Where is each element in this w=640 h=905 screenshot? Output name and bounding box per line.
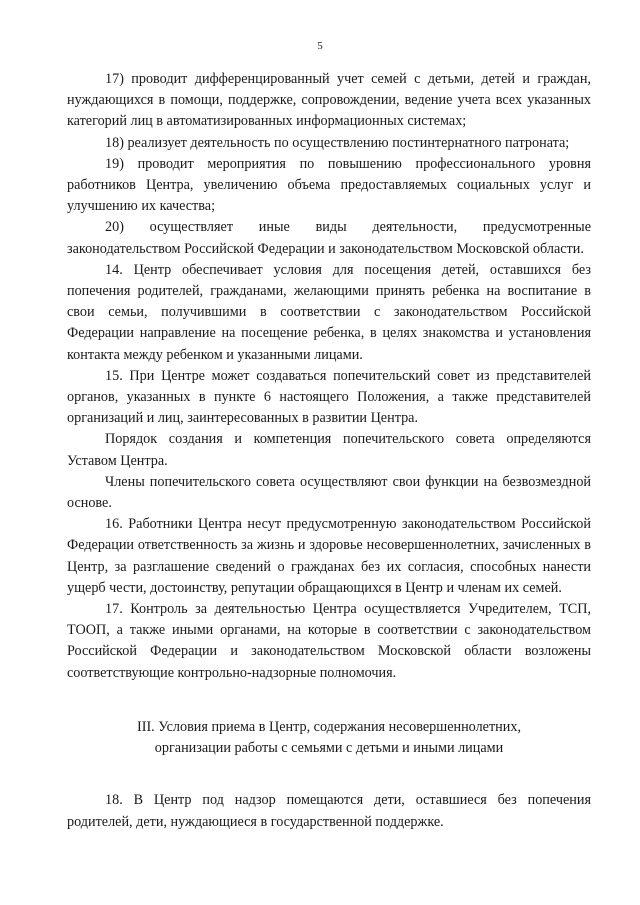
section-heading-line-2: организации работы с семьями с детьми и иными лицами — [154, 740, 504, 757]
document-body — [67, 69, 591, 833]
paragraph-clause-16: 16. Работники Центра несут предусмотренную законодательством Российской Федерации ответственность за жизнь и здоровье несовершеннолетних, зачисленных в Центр, за разглашение сведений о гражданах без их согласия, способных нанести ущерб чести, достоинству, репутации обращающихся в Центр и членам их семей. — [67, 516, 591, 596]
paragraph-clause-14: 14. Центр обеспечивает условия для посещения детей, оставшихся без попечения родителей, гражданами, желающими принять ребенка на воспитание в свои семьи, получившими в соответствии с законодательством Российской Федерации направление на посещение ребенка, в целях знакомства и установления контакта между ребенком и указанными лицами. — [67, 261, 591, 363]
paragraph-council-procedure: Порядок создания и компетенция попечительского совета определяются Уставом Центра. — [67, 431, 591, 469]
paragraph-item-20: 20) осуществляет иные виды деятельности, предусмотренные законодательством Российской Федерации и законодательством Московской области. — [67, 219, 591, 257]
paragraph-item-18: 18) реализует деятельность по осуществлению постинтернатного патроната; — [105, 134, 570, 151]
paragraph-clause-15: 15. При Центре может создаваться попечительский совет из представителей органов, указанных в пункте 6 настоящего Положения, а также представителей организаций и лиц, заинтересованных в развитии Центра. — [67, 367, 591, 427]
paragraph-item-17: 17) проводит дифференцированный учет семей с детьми, детей и граждан, нуждающихся в помощи, поддержке, сопровождении, ведение учета всех указанных категорий лиц в автоматизированных информационных системах; — [67, 71, 591, 130]
section-heading-line-1: III. Условия приема в Центр, содержания несовершеннолетних, — [137, 718, 521, 735]
paragraph-item-19: 19) проводит мероприятия по повышению профессионального уровня работников Центра, увеличению объема предоставляемых социальных услуг и улучшению их качества; — [67, 155, 591, 215]
spacer — [67, 684, 591, 717]
paragraph-clause-18: 18. В Центр под надзор помещаются дети, оставшиеся без попечения родителей, дети, нуждающиеся в государственной поддержке. — [67, 792, 591, 830]
paragraph-council-members: Члены попечительского совета осуществляют свои функции на безвозмездной основе. — [67, 473, 591, 512]
page-number: 5 — [317, 40, 323, 52]
paragraph-clause-17: 17. Контроль за деятельностью Центра осуществляется Учредителем, ТСП, ТООП, а также иными органами, на которые в соответствии с законодательством Российской Федерации и законодательством Московской области возложены соответствующие контрольно-надзорные полномочия. — [67, 601, 591, 681]
spacer — [67, 759, 591, 790]
